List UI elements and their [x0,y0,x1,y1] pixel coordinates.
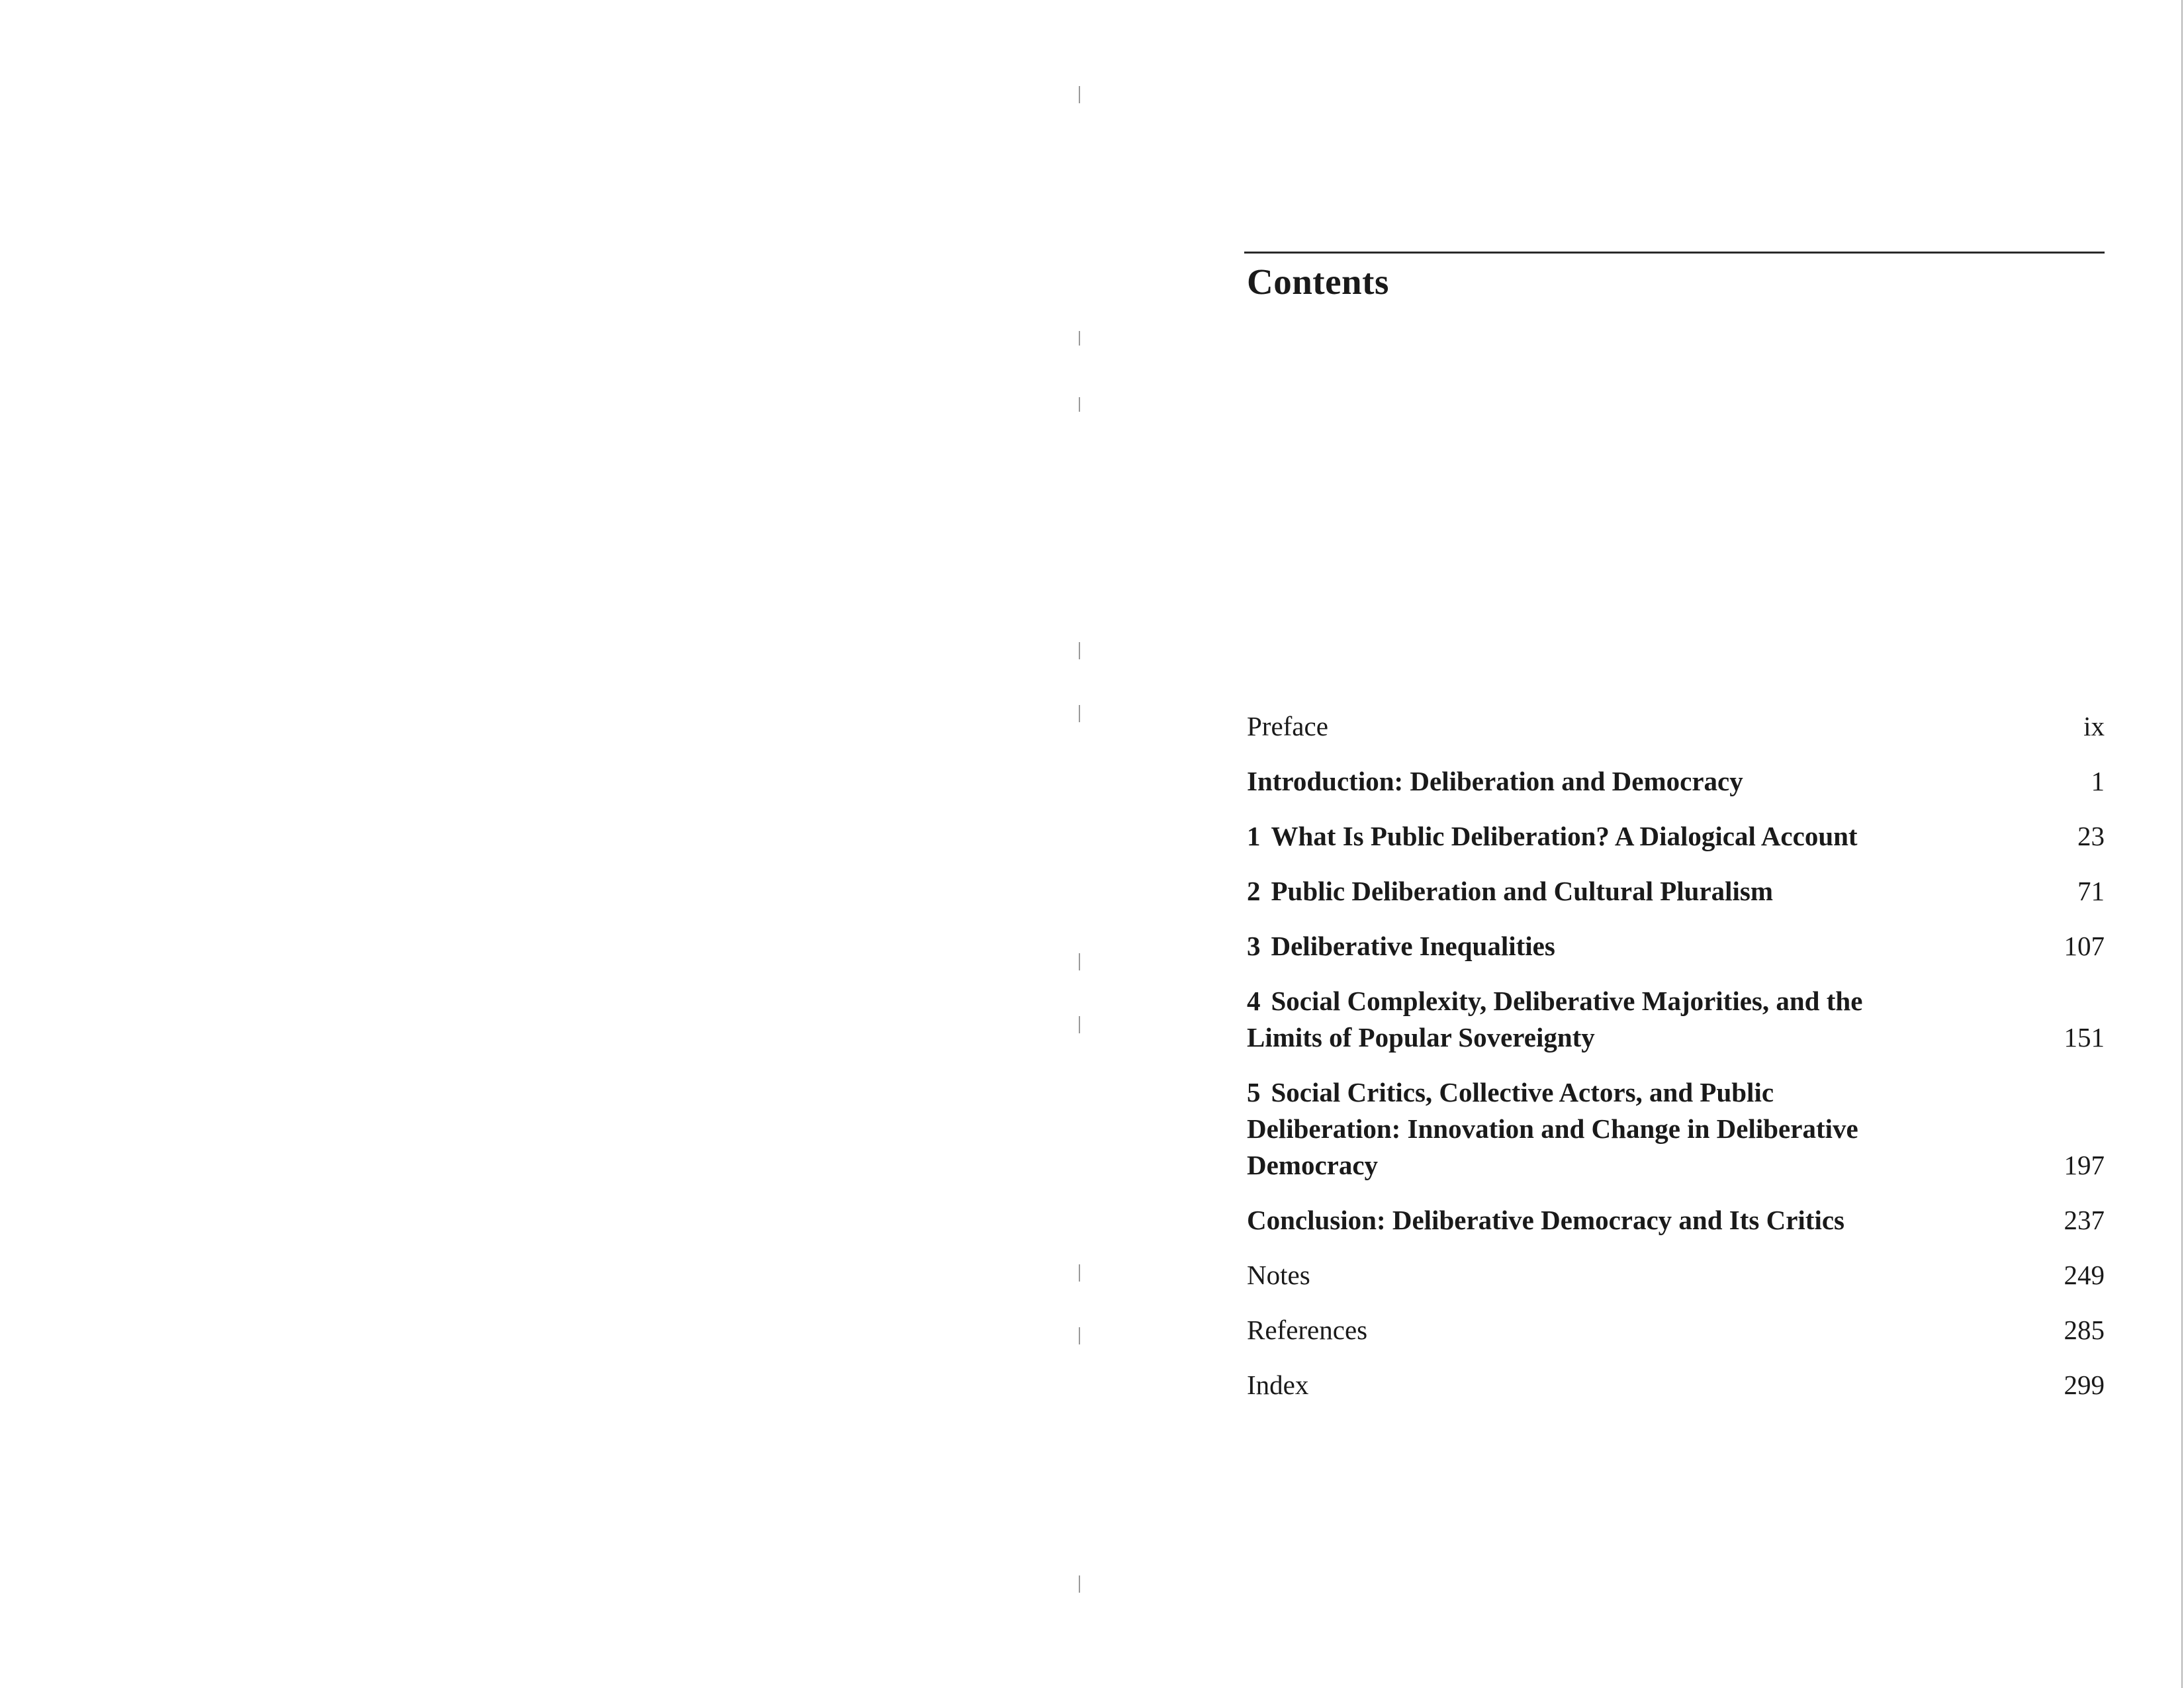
toc-page-number: 23 [2077,821,2105,851]
toc-entry[interactable] [1247,1367,2105,1403]
page-edge [2181,0,2183,1688]
toc-entry-label: Introduction: Deliberation and Democracy [1247,766,1743,796]
toc-entry-label: 3 Deliberative Inequalities [1247,928,1962,964]
toc-entry[interactable] [1247,1074,2105,1184]
title-rule [1244,252,2105,254]
chapter-number: 1 [1247,821,1261,851]
toc-entry[interactable] [1247,873,2105,910]
toc-page-number: 71 [2077,876,2105,906]
toc-entry[interactable] [1247,928,2105,964]
scan-gutter-mark [1079,1016,1080,1033]
toc-entry-label: 2 Public Deliberation and Cultural Pluralism [1247,873,1962,910]
page-title: Contents [1247,261,1389,302]
scan-gutter-mark [1079,331,1080,346]
scan-gutter-mark [1079,642,1080,659]
scan-gutter-mark [1079,1327,1080,1344]
toc-entry-label: References [1247,1315,1368,1345]
toc-entry-label: 5 Social Critics, Collective Actors, and Public Deliberation: Innovation and Change in Deliberative Democracy [1247,1074,1922,1184]
toc-entry-label: Notes [1247,1260,1310,1290]
toc-page-number: 151 [2064,1022,2105,1053]
toc-page-number: 1 [2091,766,2105,796]
toc-entry[interactable] [1247,1202,2105,1239]
scan-gutter-mark [1079,397,1080,412]
toc-page-number: ix [2083,711,2105,741]
toc-entry-label: 4 Social Complexity, Deliberative Majorities, and the Limits of Popular Sovereignty [1247,983,1935,1056]
toc-entry[interactable] [1247,1312,2105,1348]
toc-entry-label: Conclusion: Deliberative Democracy and Its Critics [1247,1205,1845,1235]
chapter-number: 4 [1247,986,1261,1016]
table-of-contents [1247,708,2105,1422]
toc-entry[interactable] [1247,763,2105,800]
toc-page-number: 237 [2064,1205,2105,1235]
chapter-number: 5 [1247,1077,1261,1107]
toc-entry[interactable] [1247,1257,2105,1293]
toc-entry-label: Preface [1247,711,1328,741]
scan-gutter-mark [1079,1264,1080,1282]
toc-entry-label: Index [1247,1370,1309,1400]
scan-gutter-mark [1079,705,1080,722]
scan-gutter-mark [1079,953,1080,970]
toc-page-number: 299 [2064,1370,2105,1400]
toc-entry-label: 1 What Is Public Deliberation? A Dialogical Account [1247,818,1962,855]
chapter-number: 3 [1247,931,1261,961]
scan-gutter-mark [1079,86,1080,103]
toc-entry[interactable] [1247,708,2105,745]
toc-entry[interactable] [1247,983,2105,1056]
toc-page-number: 197 [2064,1150,2105,1180]
toc-page-number: 249 [2064,1260,2105,1290]
chapter-number: 2 [1247,876,1261,906]
toc-page-number: 107 [2064,931,2105,961]
toc-entry[interactable] [1247,818,2105,855]
toc-page-number: 285 [2064,1315,2105,1345]
scan-gutter-mark [1079,1575,1080,1593]
